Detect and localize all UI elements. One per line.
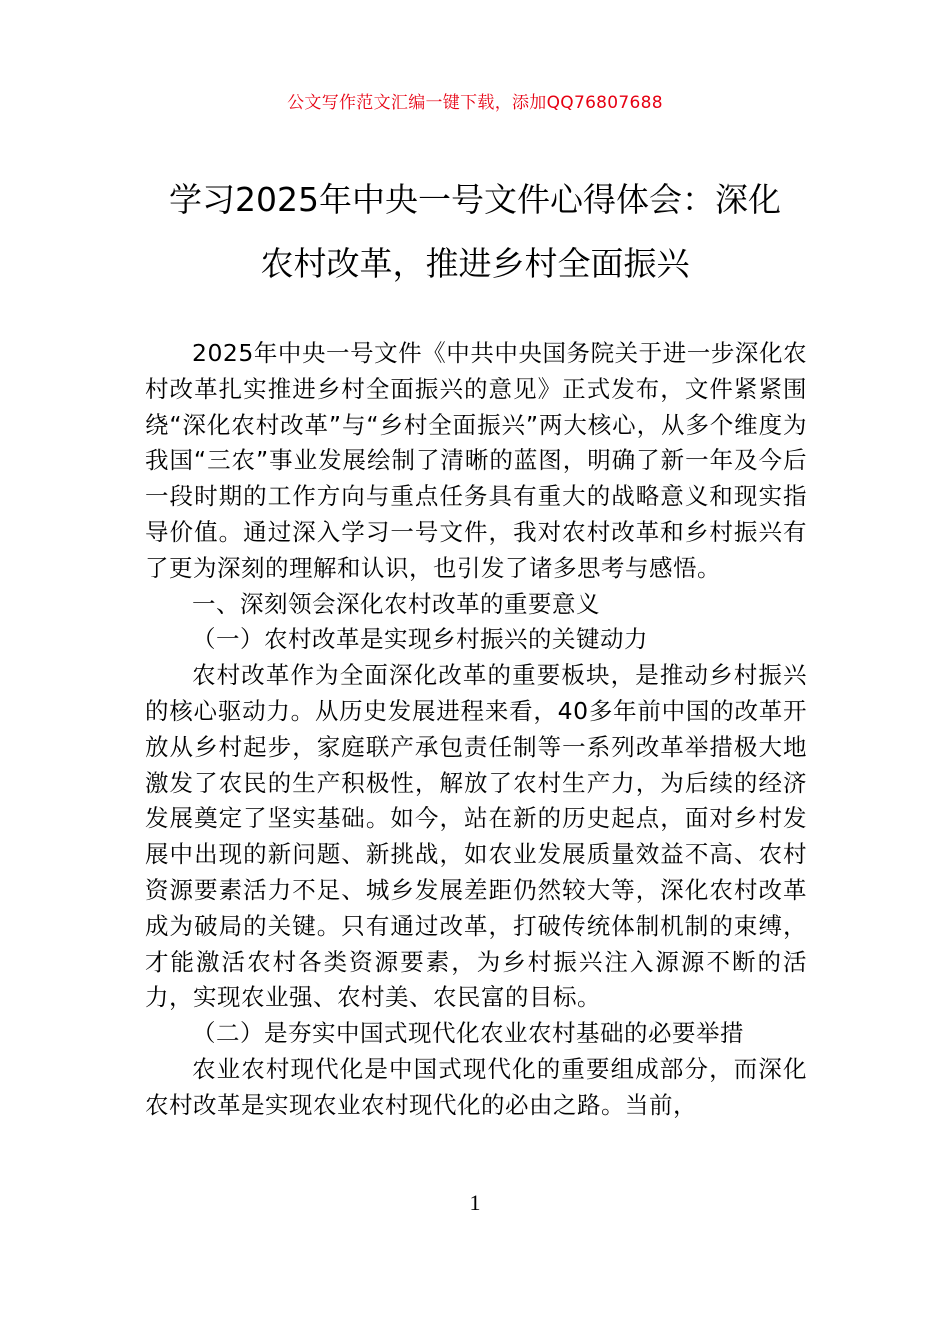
title-line-1: 学习2025年中央一号文件心得体会：深化	[169, 180, 781, 219]
page-number: 1	[469, 1190, 481, 1215]
section-heading-1: 一、深刻领会深化农村改革的重要意义	[192, 589, 600, 618]
body-paragraph: 农村改革作为全面深化改革的重要板块，是推动乡村振兴的核心驱动力。从历史发展进程来看，40多年前中国的改革开放从乡村起步，家庭联产承包责任制等一系列改革举措极大地激发了农民的生产积极性，解放了农村生产力，为后续的经济发展奠定了坚实基础。如今，站在新的历史起点，面对乡村发展中出现的新问题、新挑战，如农业发展质量效益不高、农村资源要素活力不足、城乡发展差距仍然较大等，深化农村改革成为破局的关键。只有通过改革，打破传统体制机制的束缚，才能激活农村各类资源要素，为乡村振兴注入源源不断的活力，实现农业强、农村美、农民富的目标。	[145, 661, 807, 1012]
subsection-heading-2: （二）是夯实中国式现代化农业农村基础的必要举措	[192, 1019, 744, 1048]
document-title	[140, 168, 810, 296]
intro-paragraph: 2025年中央一号文件《中共中央国务院关于进一步深化农村改革扎实推进乡村全面振兴的意见》正式发布，文件紧紧围绕“深化农村改革”与“乡村全面振兴”两大核心，从多个维度为我国“三农”事业发展绘制了清晰的蓝图，明确了新一年及今后一段时期的工作方向与重点任务具有重大的战略意义和现实指导价值。通过深入学习一号文件，我对农村改革和乡村振兴有了更为深刻的理解和认识，也引发了诸多思考与感悟。	[145, 339, 807, 582]
download-promo-note: 公文写作范文汇编一键下载，添加QQ76807688	[287, 93, 663, 113]
title-line-2: 农村改革，推进乡村全面振兴	[260, 244, 690, 283]
body-paragraph: 农业农村现代化是中国式现代化的重要组成部分，而深化农村改革是实现农业农村现代化的必由之路。当前，	[145, 1054, 807, 1119]
document-body	[145, 336, 807, 1124]
subsection-heading-1: （一）农村改革是实现乡村振兴的关键动力	[192, 625, 648, 654]
